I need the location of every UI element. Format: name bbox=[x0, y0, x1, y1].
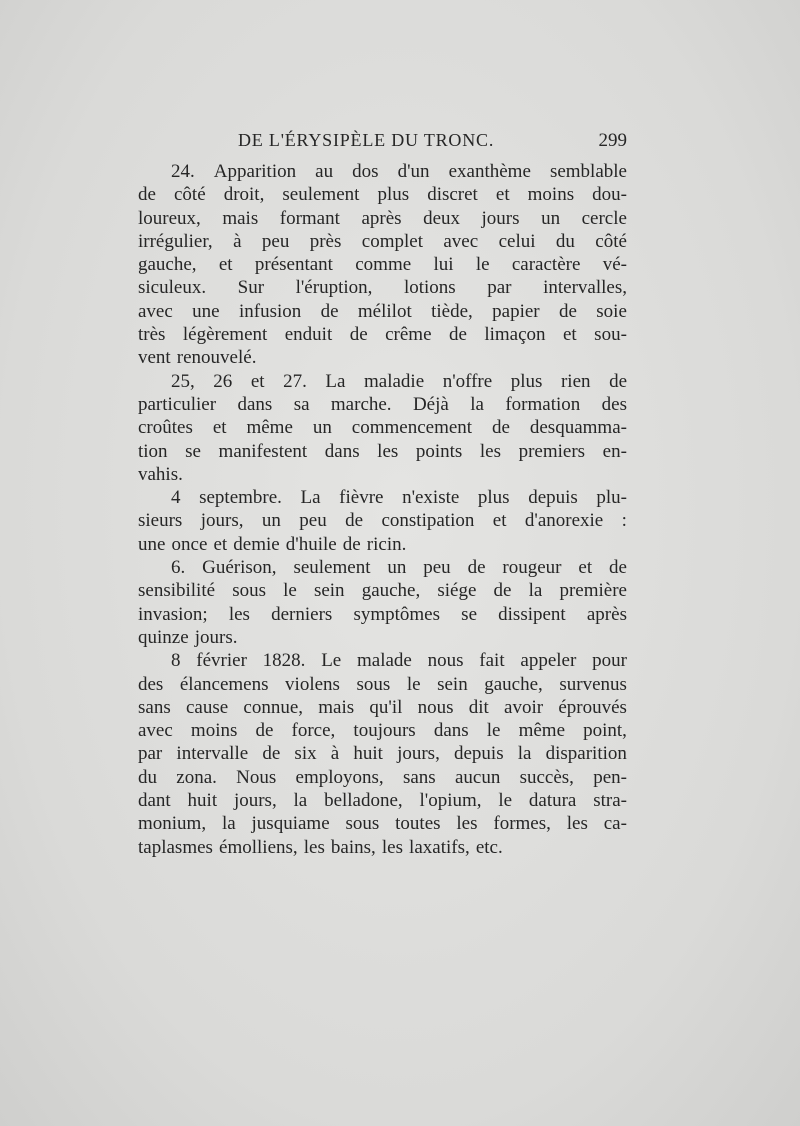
text-line: invasion; les derniers symptômes se dissipent après bbox=[138, 603, 627, 625]
text-line: par intervalle de six à huit jours, depuis la disparition bbox=[138, 743, 627, 765]
text-line: taplasmes émolliens, les bains, les laxatifs, etc. bbox=[138, 836, 503, 858]
paragraph bbox=[138, 556, 627, 649]
text-line: de côté droit, seulement plus discret et moins dou- bbox=[138, 184, 627, 206]
body-text bbox=[138, 160, 627, 859]
text-line: sieurs jours, un peu de constipation et d'anorexie : bbox=[138, 510, 627, 532]
paragraph bbox=[138, 486, 627, 556]
text-line: avec une infusion de mélilot tiède, papier de soie bbox=[138, 300, 627, 322]
text-line: siculeux. Sur l'éruption, lotions par intervalles, bbox=[138, 277, 627, 299]
text-line: une once et demie d'huile de ricin. bbox=[138, 533, 407, 555]
text-line: du zona. Nous employons, sans aucun succès, pen- bbox=[138, 766, 627, 788]
text-line: quinze jours. bbox=[138, 626, 238, 648]
text-line: particulier dans sa marche. Déjà la formation des bbox=[138, 393, 627, 415]
text-line: dant huit jours, la belladone, l'opium, le datura stra- bbox=[138, 790, 627, 812]
text-line: vent renouvelé. bbox=[138, 347, 257, 369]
page-header bbox=[138, 130, 627, 158]
text-line: tion se manifestent dans les points les premiers en- bbox=[138, 440, 627, 462]
text-line: 4 septembre. La fièvre n'existe plus depuis plu- bbox=[171, 487, 627, 509]
text-line: sans cause connue, mais qu'il nous dit avoir éprouvés bbox=[138, 696, 627, 718]
paragraph bbox=[138, 370, 627, 486]
text-line: loureux, mais formant après deux jours un cercle bbox=[138, 207, 627, 229]
text-line: gauche, et présentant comme lui le caractère vé- bbox=[138, 254, 627, 276]
text-line: croûtes et même un commencement de desquamma- bbox=[138, 417, 627, 439]
text-line: 8 février 1828. Le malade nous fait appeler pour bbox=[171, 650, 627, 672]
text-line: des élancemens violens sous le sein gauche, survenus bbox=[138, 673, 627, 695]
text-line: sensibilité sous le sein gauche, siége de la première bbox=[138, 580, 627, 602]
page-number: 299 bbox=[598, 130, 627, 151]
text-line: 25, 26 et 27. La maladie n'offre plus rien de bbox=[171, 370, 627, 392]
text-line: très légèrement enduit de crême de limaçon et sou- bbox=[138, 324, 627, 346]
text-line: monium, la jusquiame sous toutes les formes, les ca- bbox=[138, 813, 627, 835]
text-line: 6. Guérison, seulement un peu de rougeur et de bbox=[171, 557, 627, 579]
text-line: avec moins de force, toujours dans le même point, bbox=[138, 720, 627, 742]
running-head: DE L'ÉRYSIPÈLE DU TRONC. bbox=[238, 130, 495, 150]
paragraph bbox=[138, 649, 627, 859]
text-line: vahis. bbox=[138, 463, 183, 485]
text-line: irrégulier, à peu près complet avec celui du côté bbox=[138, 230, 627, 252]
paragraph bbox=[138, 160, 627, 370]
text-line: 24. Apparition au dos d'un exanthème semblable bbox=[171, 161, 627, 182]
